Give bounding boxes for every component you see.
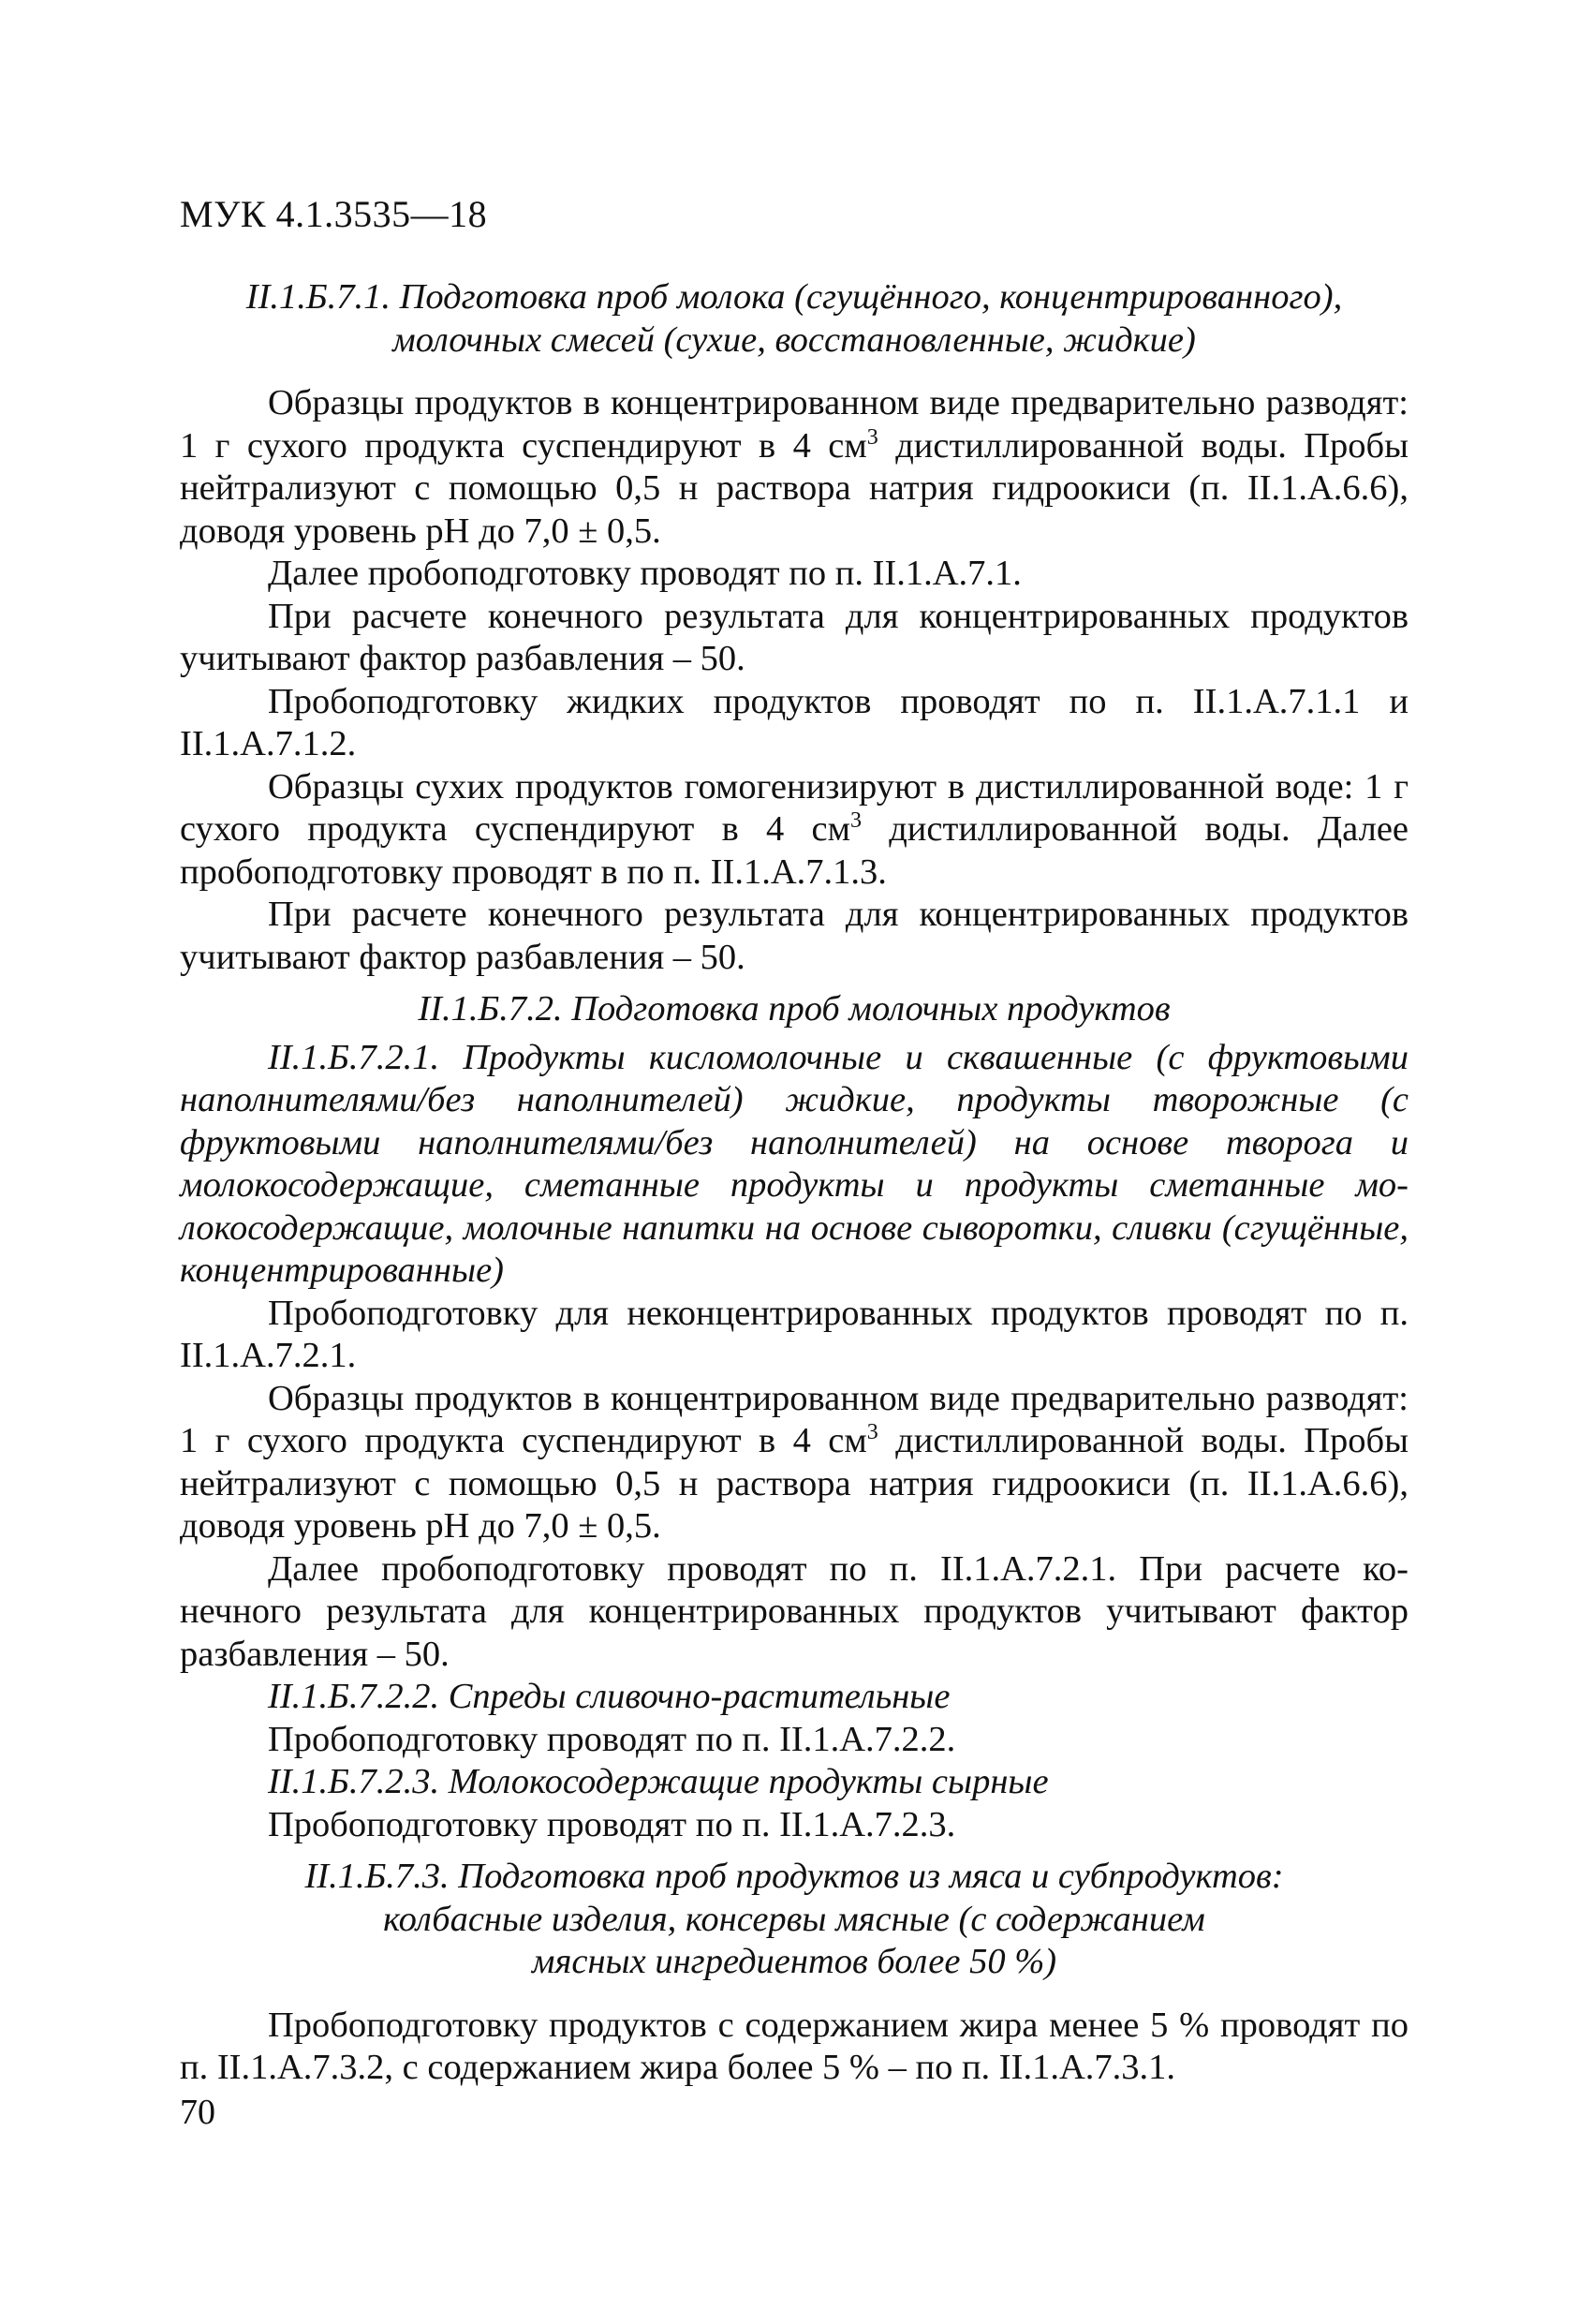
superscript: 3 bbox=[866, 424, 878, 450]
section-7-2-heading: II.1.Б.7.2. Подготовка проб молочных продуктов bbox=[418, 989, 1171, 1029]
running-header: МУК 4.1.3535—18 bbox=[180, 193, 488, 235]
section-7-3-heading-line1: II.1.Б.7.3. Подготовка проб продуктов из мяса и субпродуктов: bbox=[304, 1857, 1284, 1896]
paragraph-text: дистиллированной воды. Пробы нейтрализуют с помощью 0,5 н раствора натрия гидроокиси (п. II.1.А.6.6), доводя уровень рН до 7,0 ± 0,5. bbox=[180, 1421, 1409, 1546]
section-7-3-heading-line3: мясных ингредиентов более 50 %) bbox=[531, 1942, 1057, 1981]
paragraph bbox=[180, 1378, 1409, 1548]
section-7-1-heading-line2: молочных смесей (сухие, восстановленные, жидкие) bbox=[392, 319, 1196, 360]
paragraph: Пробоподготовку жидких продуктов проводят по п. II.1.А.7.1.1 и II.1.А.7.1.2. bbox=[180, 681, 1409, 763]
paragraph: Пробоподготовку проводят по п. II.1.А.7.2.3. bbox=[268, 1804, 956, 1844]
paragraph-text: дистиллированной воды. Пробы нейтрализуют с помощью 0,5 н раствора натрия гидроокиси (п. II.1.А.6.6), доводя уровень рН до 7,0 ± 0,5. bbox=[180, 425, 1409, 551]
page-body bbox=[180, 276, 1409, 2090]
paragraph: Далее пробоподготовку проводят по п. II.1.А.7.2.1. При расчете конечного результата для концентрированных продуктов учитывают фактор разбавления – 50. bbox=[180, 1548, 1409, 1674]
superscript: 3 bbox=[849, 808, 862, 833]
section-7-3-heading-line2: колбасные изделия, консервы мясные (с содержанием bbox=[383, 1899, 1205, 1939]
section-7-1-heading-line1: II.1.Б.7.1. Подготовка проб молока (сгущённого, концентрированного), bbox=[245, 277, 1343, 317]
paragraph-text: Образцы сухих продуктов гомогенизируют в дистиллированной воде: 1 г сухого продукта суспендируют в 4 см bbox=[180, 766, 1409, 849]
subsection-7-2-2-heading: II.1.Б.7.2.2. Спреды сливочно-растительные bbox=[268, 1677, 951, 1716]
paragraph: Пробоподготовку продуктов с содержанием жира менее 5 % проводят по п. II.1.А.7.3.2, с содержанием жира более 5 % – по п. II.1.А.7.3.1. bbox=[180, 2005, 1409, 2087]
paragraph: Пробоподготовку проводят по п. II.1.А.7.2.2. bbox=[268, 1719, 956, 1759]
paragraph: Пробоподготовку для неконцентрированных продуктов проводят по п. II.1.А.7.2.1. bbox=[180, 1293, 1409, 1375]
subsection-7-2-1-heading: II.1.Б.7.2.1. Продукты кисломолочные и сквашенные (с фруктовыми наполнителями/без наполнителей) жидкие, продукты творожные (с фруктовыми наполнителями/без наполнителей) на основе творога и молокосодержащие, сметанные продукты и продукты сметанные молокосодержащие, молочные напитки на основе сыворотки, сливки (сгущённые, концентрированные) bbox=[180, 1037, 1409, 1290]
paragraph-text: дистиллированной воды. Далее пробоподготовку проводят в по п. II.1.А.7.1.3. bbox=[180, 809, 1409, 892]
paragraph: При расчете конечного результата для концентрированных продуктов учитывают фактор разбавления – 50. bbox=[180, 895, 1409, 977]
paragraph bbox=[180, 382, 1409, 553]
page-number: 70 bbox=[180, 2093, 215, 2132]
paragraph: Далее пробоподготовку проводят по п. II.1.А.7.1. bbox=[268, 554, 1022, 593]
subsection-7-2-3-heading: II.1.Б.7.2.3. Молокосодержащие продукты сырные bbox=[268, 1762, 1049, 1801]
paragraph bbox=[180, 766, 1409, 895]
paragraph-text: Образцы продуктов в концентрированном виде предварительно разводят: 1 г сухого продукта суспендируют в 4 см bbox=[180, 383, 1409, 466]
paragraph: При расчете конечного результата для концентрированных продуктов учитывают фактор разбавления – 50. bbox=[180, 596, 1409, 678]
superscript: 3 bbox=[866, 1420, 878, 1444]
paragraph-text: Образцы продуктов в концентрированном виде предварительно разводят: 1 г сухого продукта суспендируют в 4 см bbox=[180, 1378, 1409, 1460]
